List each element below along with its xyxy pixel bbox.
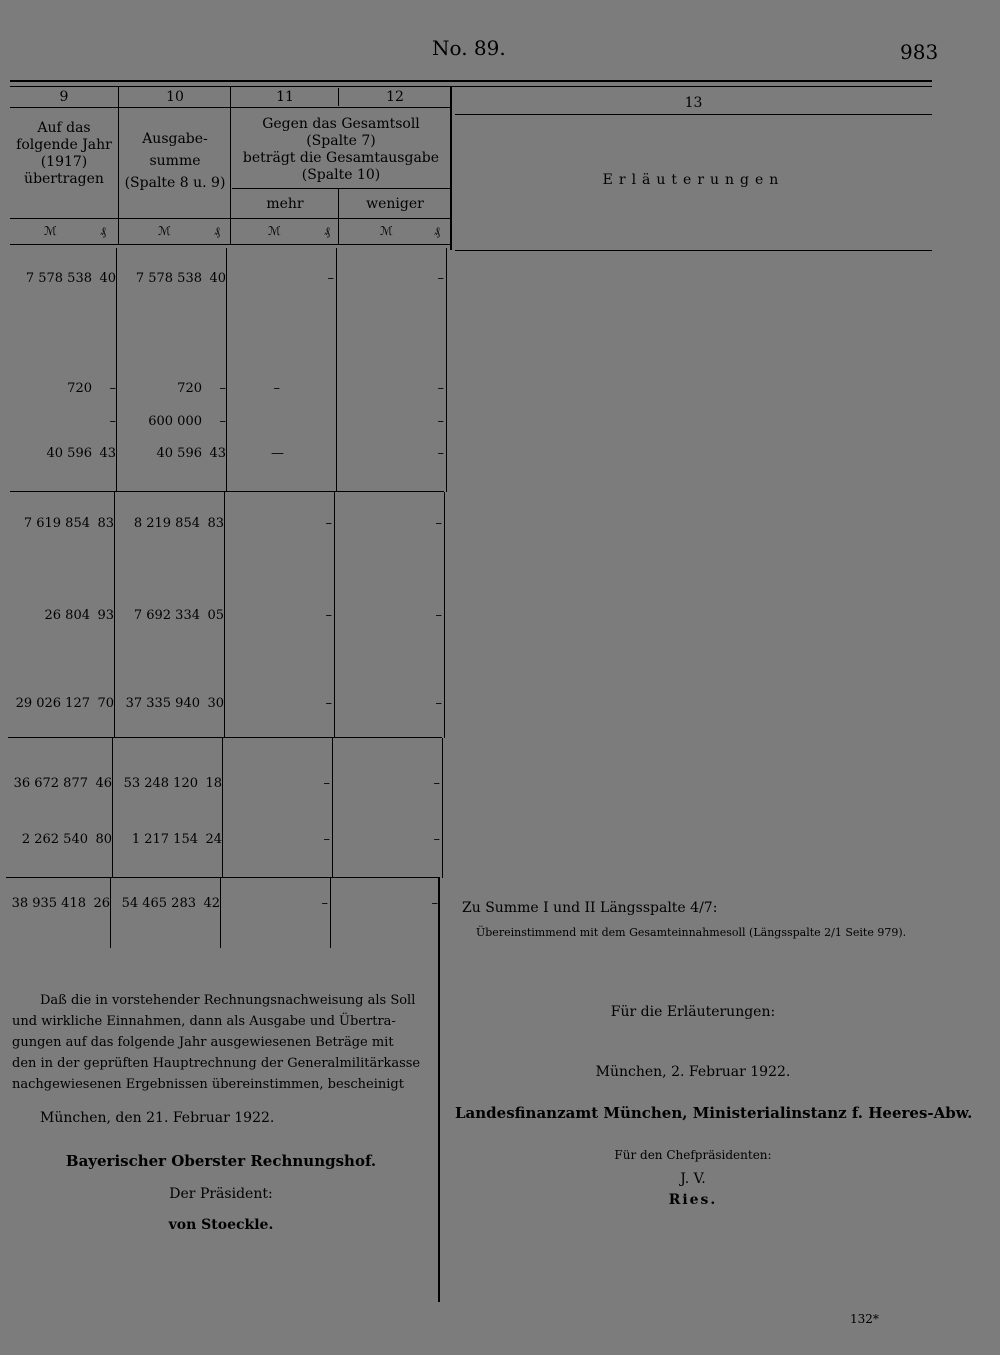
col-number-10: 10 (166, 89, 184, 105)
unit-mark-12: ℳ (380, 224, 393, 238)
unit-pf-11: ₰ (324, 224, 330, 238)
cell-c12: – (433, 832, 440, 847)
cell-c9: 26 804 (44, 608, 90, 623)
col-divider-10-11 (230, 86, 231, 244)
unit-pf-9: ₰ (100, 224, 106, 238)
cell-c12: – (435, 516, 442, 531)
cell-c9: 29 026 127 (15, 696, 90, 711)
unit-mark-11: ℳ (268, 224, 281, 238)
cell-c9p: – (109, 381, 116, 396)
cell-c9: 38 935 418 (11, 896, 86, 911)
left-cert-place-date: München, den 21. Februar 1922. (40, 1110, 275, 1126)
left-cert-authority: Bayerischer Oberster Rechnungshof. (65, 1152, 377, 1170)
page-title: No. 89. (432, 36, 506, 60)
cell-c12: – (435, 608, 442, 623)
body-divider-c (336, 248, 337, 492)
cell-c10: 37 335 940 (125, 696, 200, 711)
cell-c9p: 46 (95, 776, 112, 791)
cell-c9: 40 596 (46, 446, 92, 461)
section-rule-2 (8, 737, 442, 738)
body-divider-d (446, 248, 447, 492)
cell-c10p: 24 (205, 832, 222, 847)
cell-c10: 1 217 154 (131, 832, 198, 847)
cell-c10: 7 692 334 (133, 608, 200, 623)
cell-c11: – (327, 271, 334, 286)
cell-c9p: 80 (95, 832, 112, 847)
left-cert-name: von Stoeckle. (168, 1217, 274, 1233)
right-cert-proxy: J. V. (680, 1171, 706, 1187)
body-divider-c2 (334, 492, 335, 738)
cell-c11: – (321, 896, 328, 911)
col-divider-11-12 (338, 188, 339, 244)
left-cert-role: Der Präsident: (169, 1186, 273, 1202)
cell-c10: 720 (177, 381, 202, 396)
cell-c9: 7 578 538 (25, 271, 92, 286)
cell-c9: 7 619 854 (23, 516, 90, 531)
right-cert-heading: Für die Erläuterungen: (610, 1004, 776, 1020)
cell-c10: 53 248 120 (123, 776, 198, 791)
cell-c12: – (437, 414, 444, 429)
cell-c9: 2 262 540 (21, 832, 88, 847)
cell-c10p: 42 (203, 896, 220, 911)
header-bottom-rule-13 (455, 250, 932, 251)
unit-pf-12: ₰ (434, 224, 440, 238)
body-divider-d4 (438, 878, 440, 1302)
cell-c11: – (325, 608, 332, 623)
col-number-12: 12 (386, 89, 404, 105)
body-divider-b4 (220, 878, 221, 948)
cell-c9: 36 672 877 (13, 776, 88, 791)
header-bottom-rule (10, 244, 450, 245)
cell-c12: – (437, 381, 444, 396)
unit-pf-10: ₰ (214, 224, 220, 238)
cell-c11: — (271, 446, 284, 461)
col11-sub-header: mehr (266, 196, 304, 212)
section-rule-1 (10, 491, 444, 492)
right-cert-authority: Landesfinanzamt München, Ministerialinstanz f. Heeres-Abw. (455, 1104, 973, 1122)
cell-c10p: 83 (207, 516, 224, 531)
col13-header: Erläuterungen (602, 172, 785, 188)
right-cert-name: Ries. (668, 1192, 718, 1208)
col11-12-sub-rule (232, 188, 450, 189)
col-number-13: 13 (684, 95, 703, 111)
body-divider-a (116, 248, 117, 492)
cell-c9p: 26 (93, 896, 110, 911)
left-cert-text: Daß die in vorstehender Rechnungsnachweisung als Soll und wirkliche Einnahmen, dann als Ausgabe und Übertra- gungen auf das folgende Jahr ausgewiesenen Beträge mit den in der geprüften Hauptrechnung der Generalmilitärkasse nachgewiesenen Ergebnissen übereinstimmen, bescheinigt (12, 993, 421, 1092)
cell-c9p: 40 (99, 271, 116, 286)
cell-c10: 40 596 (156, 446, 202, 461)
col9-header: Auf das folgende Jahr (1917) übertragen (16, 120, 112, 187)
cell-c11: – (323, 832, 330, 847)
cell-c10: 600 000 (148, 414, 202, 429)
cell-c12: – (433, 776, 440, 791)
footer-mark: 132* (850, 1312, 879, 1326)
cell-c10p: 18 (205, 776, 222, 791)
cell-c10p: 40 (209, 271, 226, 286)
cell-c11: – (325, 696, 332, 711)
cell-c10: 8 219 854 (133, 516, 200, 531)
col-divider-12-13 (450, 86, 452, 250)
top-rule (10, 80, 932, 82)
body-divider-d2 (444, 492, 445, 738)
cell-c11: – (273, 381, 280, 396)
right-cert-place-date: München, 2. Februar 1922. (595, 1064, 791, 1080)
body-divider-d3 (442, 738, 443, 878)
top-rule-2 (10, 86, 932, 87)
colnum-rule-13 (455, 114, 932, 115)
body-divider-a4 (110, 878, 111, 948)
right-cert-role: Für den Chefpräsidenten: (614, 1148, 772, 1162)
cell-c9p: 43 (99, 446, 116, 461)
note-line-2: Übereinstimmend mit dem Gesamteinnahmesoll (Längsspalte 2/1 Seite 979). (476, 926, 907, 939)
cell-c10p: 43 (209, 446, 226, 461)
cell-c10p: – (219, 381, 226, 396)
col12-sub-header: weniger (366, 196, 424, 212)
col-number-11: 11 (276, 89, 294, 105)
cell-c9p: 70 (97, 696, 114, 711)
cell-c12: – (431, 896, 438, 911)
cell-c9p: 93 (97, 608, 114, 623)
col-number-9: 9 (59, 89, 69, 105)
unit-mark-9: ℳ (44, 224, 57, 238)
body-divider-b2 (224, 492, 225, 738)
cell-c10: 54 465 283 (121, 896, 196, 911)
cell-c11: – (323, 776, 330, 791)
cell-c12: – (437, 446, 444, 461)
cell-c12: – (437, 271, 444, 286)
col-divider-11-12-top (338, 88, 339, 106)
cell-c9: 720 (67, 381, 92, 396)
cell-c10p: 05 (207, 608, 224, 623)
col10-header: Ausgabe- summe (Spalte 8 u. 9) (124, 131, 226, 191)
cell-c10p: 30 (207, 696, 224, 711)
body-divider-c3 (332, 738, 333, 878)
col-divider-9-10 (118, 86, 119, 244)
body-divider-b (226, 248, 227, 492)
body-divider-b3 (222, 738, 223, 878)
body-divider-c4 (330, 878, 331, 948)
cell-c9p: – (109, 414, 116, 429)
unit-mark-10: ℳ (158, 224, 171, 238)
body-divider-a3 (112, 738, 113, 878)
cell-c11: – (325, 516, 332, 531)
page-number: 983 (900, 40, 939, 64)
section-rule-3 (6, 877, 440, 878)
cell-c9p: 83 (97, 516, 114, 531)
cell-c10p: – (219, 414, 226, 429)
note-line-1: Zu Summe I und II Längsspalte 4/7: (462, 900, 718, 916)
col11-12-header: Gegen das Gesamtsoll (Spalte 7) beträgt die Gesamtausgabe (Spalte 10) (242, 116, 440, 183)
cell-c12: – (435, 696, 442, 711)
cell-c10: 7 578 538 (135, 271, 202, 286)
